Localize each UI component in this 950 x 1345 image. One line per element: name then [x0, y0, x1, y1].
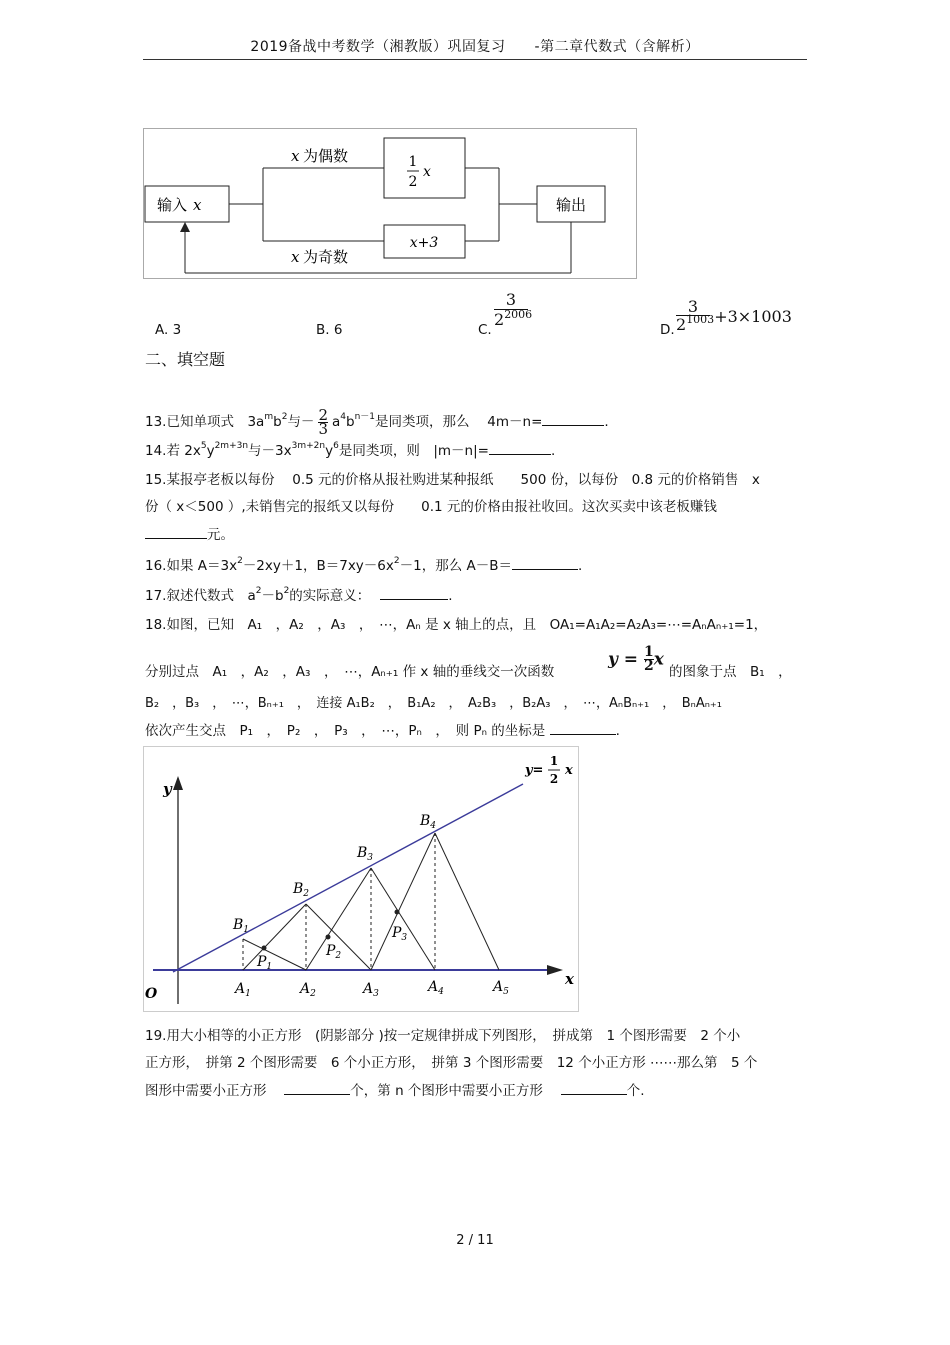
option-c-label: C.: [478, 322, 492, 338]
question-17: [145, 586, 453, 606]
frac-den: 2: [643, 658, 654, 674]
page-number: 2 / 11: [456, 1233, 494, 1248]
question-18-line-4: [145, 721, 620, 741]
q17-sup: 2: [283, 586, 290, 596]
q18-text: 分别过点 A₁ ，A₂ ，A₃ ， ⋯，Aₙ₊₁ 作 x 轴的垂线交一次函数: [145, 664, 555, 680]
q16-text: .: [578, 558, 583, 574]
q13-sup: n－1: [354, 412, 376, 422]
label-a5: $A_5$: [493, 979, 509, 997]
frac-num: 2: [318, 405, 328, 424]
even-frac-den: 2: [408, 174, 418, 190]
input-label: 输入: [157, 196, 188, 214]
question-14: [145, 441, 555, 461]
point-p2: [326, 935, 331, 940]
x-axis-label: x: [565, 970, 574, 988]
line-label-num: 1: [549, 754, 559, 768]
question-18-line-3: B₂ ，B₃ ， ⋯，Bₙ₊₁ ， 连接 A₁B₂ ， B₁A₂ ， A₂B₃ ，B₂A₃ ， ⋯，AₙBₙ₊₁ ， BₙAₙ₊₁: [145, 696, 722, 711]
q17-text: 的实际意义：: [289, 588, 371, 604]
page-header: 2019备战中考数学（湘教版）巩固复习 -第二章代数式（含解析）: [250, 39, 700, 55]
answer-blank[interactable]: [489, 442, 551, 455]
q13-text: a: [331, 414, 341, 430]
odd-expr: x+3: [409, 235, 439, 251]
label-a3: $A_3$: [363, 981, 379, 999]
label-a1: $A_1$: [235, 981, 251, 999]
even-label: 为偶数: [303, 147, 349, 165]
q14-text: 与－3x: [248, 443, 292, 459]
q14-sup: 6: [333, 441, 339, 451]
y-axis-label: y: [163, 780, 172, 798]
option-c-base: 2: [494, 310, 505, 329]
q17-text: 17.叙述代数式 a: [145, 588, 256, 604]
label-a2: $A_2$: [300, 981, 316, 999]
point-p3: [395, 910, 400, 915]
q16-sup: 2: [237, 556, 243, 566]
q19-text: 个.: [626, 1083, 645, 1099]
option-d-label: D.: [660, 322, 675, 338]
question-18-line-1: 18.如图，已知 A₁ ，A₂ ，A₃ ， ⋯，Aₙ 是 x 轴上的点，且 OA₁=A₁A₂=A₂A₃=⋯=AₙAₙ₊₁=1，: [145, 617, 768, 633]
even-frac-var: x: [423, 164, 431, 180]
q19-text: 图形中需要小正方形: [145, 1083, 267, 1099]
flowchart: [143, 128, 638, 280]
answer-blank[interactable]: [512, 557, 578, 570]
line-label-lhs: y=: [525, 763, 544, 778]
label-b4: $B_4$: [420, 813, 437, 831]
q13-text: 13.已知单项式 3a: [145, 414, 265, 430]
q18-text: 依次产生交点 P₁ ， P₂ ， P₃ ， ⋯，Pₙ ， 则 Pₙ 的坐标是: [145, 723, 546, 739]
option-d-exp: 1003: [686, 313, 715, 326]
odd-label: 为奇数: [303, 248, 349, 266]
answer-blank[interactable]: [542, 413, 604, 426]
label-p2: $P_2$: [326, 943, 342, 961]
option-d-num: 3: [676, 299, 710, 316]
label-b1: $B_1$: [233, 917, 250, 935]
option-c-num: 3: [494, 291, 528, 310]
answer-blank[interactable]: [145, 526, 207, 539]
q16-text: －2xy＋1，B＝7xy－6x: [242, 558, 394, 574]
label-b3: $B_3$: [357, 845, 374, 863]
question-19-line-1: 19.用大小相等的小正方形 (阴影部分 )按一定规律拼成下列图形， 拼成第 1 个图形需要 2 个小: [145, 1028, 741, 1044]
input-var: x: [193, 196, 202, 214]
q18-text: .: [615, 723, 620, 739]
even-var: x: [291, 147, 300, 165]
q17-text: .: [448, 588, 453, 604]
q17-sup: 2: [255, 586, 262, 596]
output-label: 输出: [555, 196, 587, 214]
q14-text: 14.若 2x: [145, 443, 201, 459]
q13-text: b: [273, 414, 282, 430]
q13-text: 是同类项，那么 4m－n=: [375, 414, 543, 430]
answer-blank[interactable]: [561, 1082, 627, 1095]
question-19-line-2: 正方形， 拼第 2 个图形需要 6 个小正方形， 拼第 3 个图形需要 12 个小正方形 ⋯⋯那么第 5 个: [145, 1055, 758, 1071]
option-c-exp: 2006: [504, 308, 533, 321]
q13-fraction: [318, 405, 328, 438]
q14-text: y: [206, 443, 215, 459]
graph-frame: [144, 747, 579, 1012]
q13-sup: 2: [281, 412, 288, 422]
answer-blank[interactable]: [550, 722, 616, 735]
even-frac-num: 1: [408, 154, 418, 170]
question-15-line-1: 15.某报亭老板以每份 0.5 元的价格从报社购进某种报纸 500 份，以每份 0.8 元的价格销售 x: [145, 472, 760, 488]
q13-text: .: [604, 414, 609, 430]
q13-text: 与－: [287, 414, 315, 430]
label-p3: $P_3$: [392, 925, 408, 943]
question-15-line-2: 份（ x＜500 ）,未销售完的报纸又以每份 0.1 元的价格由报社收回。这次买卖中该老板赚钱: [145, 499, 717, 515]
point-p1: [262, 946, 267, 951]
q14-sup: 3m+2n: [291, 441, 326, 451]
option-b: B. 6: [316, 322, 343, 338]
label-b2: $B_2$: [293, 881, 310, 899]
q13-sup: m: [264, 412, 274, 422]
option-c-expr: [494, 291, 534, 330]
label-a4: $A_4$: [428, 979, 444, 997]
q14-text: y: [325, 443, 334, 459]
origin-label: O: [145, 986, 158, 1002]
q17-text: －b: [261, 588, 284, 604]
answer-blank[interactable]: [284, 1082, 350, 1095]
func-var: x: [653, 649, 664, 670]
q13-sup: 4: [340, 412, 346, 422]
q16-text: －1，那么 A－B＝: [399, 558, 513, 574]
line-label-den: 2: [549, 772, 559, 786]
question-19-line-3: [145, 1081, 645, 1101]
question-13: [145, 405, 609, 439]
odd-var: x: [291, 248, 300, 266]
q13-text: b: [346, 414, 355, 430]
q15-text: 元。: [207, 527, 234, 543]
func-lhs: y =: [608, 649, 639, 670]
q16-sup: 2: [393, 556, 400, 566]
q14-sup: 2m+3n: [214, 441, 249, 451]
line-label-var: x: [565, 763, 573, 778]
label-p1: $P_1$: [257, 954, 273, 972]
question-16: [145, 556, 582, 576]
func-fraction: [644, 646, 654, 673]
question-18-line-2: [145, 662, 554, 682]
option-d-expr: [676, 299, 792, 334]
answer-blank[interactable]: [380, 587, 448, 600]
graph-figure: [143, 746, 579, 1012]
q18-function: [608, 646, 664, 673]
section-title: 二、填空题: [145, 350, 226, 369]
frac-num: 1: [643, 644, 654, 660]
frac-den: 3: [318, 419, 328, 438]
q14-text: 是同类项，则 |m－n|=: [338, 443, 489, 459]
q14-text: .: [550, 443, 556, 459]
option-d-tail: +3×1003: [714, 307, 792, 326]
question-15-line-3: [145, 525, 234, 545]
q14-sup: 5: [200, 441, 207, 451]
q19-text: 个，第 n 个图形中需要小正方形: [350, 1083, 543, 1099]
question-18-line-2b: 的图象于点 B₁ ，: [669, 664, 792, 680]
q16-text: 16.如果 A＝3x: [145, 558, 238, 574]
option-d-base: 2: [676, 315, 687, 334]
header-divider: [143, 59, 807, 60]
option-a: A. 3: [155, 322, 182, 338]
